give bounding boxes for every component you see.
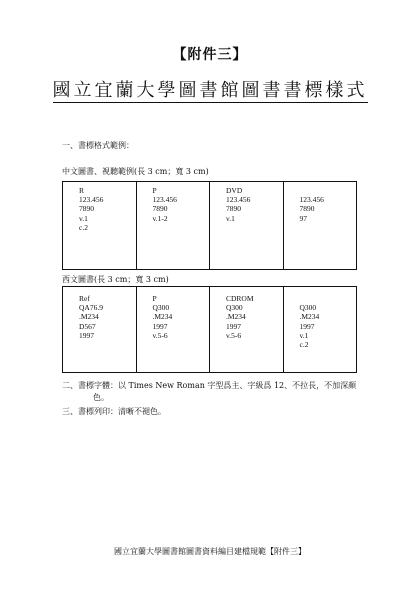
call-number-line: Ref <box>79 294 90 303</box>
section-heading-format: 一、書標格式範例： <box>62 141 134 150</box>
call-number-line: 1997 <box>152 321 168 331</box>
attachment-label: 【附件三】 <box>172 47 248 63</box>
call-number-line <box>300 186 357 195</box>
call-number-line: v.5-6 <box>152 330 168 340</box>
call-number-line: 7890 <box>299 204 315 214</box>
call-number-line: R <box>79 186 85 195</box>
western-label-cell <box>63 287 137 372</box>
call-number-line: 1997 <box>299 321 315 331</box>
chinese-caption: 中文圖書、視聽範例(長 3 cm；寬 3 cm) <box>62 167 209 176</box>
font-note-line2: 色。 <box>93 393 109 402</box>
page-title-text: 國立宜蘭大學圖書館圖書書標樣式 <box>52 80 368 101</box>
call-number-line: c.2 <box>299 340 309 350</box>
chinese-label-table <box>62 181 357 270</box>
print-note: 三、書標列印：清晰不褪色。 <box>62 407 166 416</box>
call-number-line: 123.456 <box>299 195 324 205</box>
call-number-line: v.5-6 <box>226 330 242 340</box>
call-number-line: v.1 <box>299 330 309 340</box>
call-number-line: v.1 <box>226 213 235 223</box>
call-number-line: D567 <box>79 321 96 331</box>
call-number-line: Q300 <box>226 303 243 313</box>
call-number-line: .M234 <box>79 312 99 322</box>
call-number-line: 123.456 <box>79 195 104 205</box>
chinese-label-cell <box>284 182 357 269</box>
call-number-line: .M234 <box>152 312 173 322</box>
call-number-line: 7890 <box>152 204 168 214</box>
call-number-line: 7890 <box>79 204 94 214</box>
western-label-cell <box>210 287 284 372</box>
page-title <box>0 76 420 102</box>
western-caption: 西文圖書(長 3 cm；寬 3 cm) <box>62 275 169 284</box>
call-number-line: .M234 <box>299 312 320 322</box>
call-number-line: .M234 <box>226 312 246 322</box>
call-number-line: QA76.9 <box>79 303 103 313</box>
chinese-label-cell <box>210 182 284 269</box>
call-number-line: 123.456 <box>226 195 251 205</box>
call-number-line: 1997 <box>226 321 241 331</box>
western-label-cell <box>284 287 357 372</box>
western-label-cell <box>137 287 211 372</box>
font-note-line1: 二、書標字體：以 Times New Roman 字型爲主、字級爲 12、不拉長，不加深顏 <box>62 381 357 390</box>
call-number-line: 97 <box>299 213 307 223</box>
call-number-line: P <box>152 186 157 195</box>
call-number-line: CDROM <box>226 294 254 303</box>
call-number-line: 1997 <box>79 330 94 340</box>
western-label-table <box>62 286 357 373</box>
chinese-label-cell <box>137 182 211 269</box>
call-number-line: DVD <box>226 186 243 195</box>
font-note <box>62 380 362 404</box>
footer-text: 國立宜蘭大學圖書館圖書資料編目建檔規範【附件三】 <box>114 547 306 556</box>
call-number-line: v.1-2 <box>152 213 168 223</box>
call-number-line: c.2 <box>79 222 88 232</box>
call-number-line <box>300 294 357 303</box>
call-number-line: 7890 <box>226 204 241 214</box>
call-number-line: 123.456 <box>152 195 177 205</box>
call-number-line: Q300 <box>299 303 317 313</box>
chinese-label-cell <box>63 182 137 269</box>
call-number-line: v.1 <box>79 213 88 223</box>
call-number-line: Q300 <box>152 303 170 313</box>
call-number-line: P <box>152 294 157 303</box>
